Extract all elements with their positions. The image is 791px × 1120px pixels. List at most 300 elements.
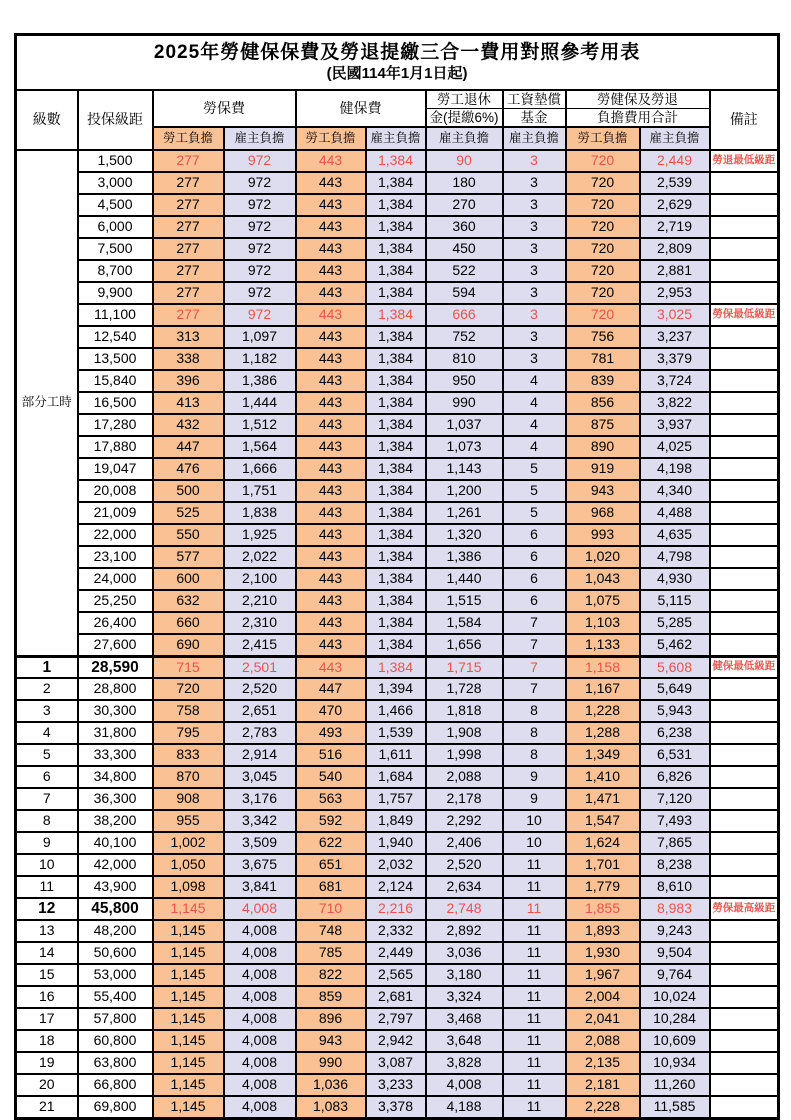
value-cell: 470 <box>296 700 366 722</box>
value-cell: 11 <box>503 898 566 920</box>
note-cell <box>710 722 779 744</box>
note-cell <box>710 1052 779 1074</box>
level-cell: 7 <box>16 788 78 810</box>
value-cell: 522 <box>426 260 503 282</box>
level-cell: 15 <box>16 964 78 986</box>
value-cell: 5 <box>503 458 566 480</box>
value-cell: 1,471 <box>566 788 640 810</box>
value-cell: 3 <box>503 238 566 260</box>
value-cell: 833 <box>153 744 224 766</box>
value-cell: 993 <box>566 524 640 546</box>
value-cell: 972 <box>224 150 296 172</box>
bracket-cell: 16,500 <box>78 392 153 414</box>
value-cell: 4 <box>503 436 566 458</box>
note-cell <box>710 458 779 480</box>
table-row <box>16 656 779 678</box>
value-cell: 577 <box>153 546 224 568</box>
value-cell: 1,908 <box>426 722 503 744</box>
value-cell: 413 <box>153 392 224 414</box>
value-cell: 443 <box>296 568 366 590</box>
value-cell: 3,087 <box>366 1052 426 1074</box>
value-cell: 810 <box>426 348 503 370</box>
table-row <box>16 964 779 986</box>
level-cell: 20 <box>16 1074 78 1096</box>
value-cell: 4 <box>503 392 566 414</box>
value-cell: 10,024 <box>640 986 710 1008</box>
value-cell: 4,488 <box>640 502 710 524</box>
value-cell: 1,384 <box>366 590 426 612</box>
bracket-cell: 26,400 <box>78 612 153 634</box>
note-cell <box>710 1074 779 1096</box>
value-cell: 758 <box>153 700 224 722</box>
level-cell: 2 <box>16 678 78 700</box>
value-cell: 632 <box>153 590 224 612</box>
bracket-cell: 34,800 <box>78 766 153 788</box>
note-cell <box>710 634 779 656</box>
value-cell: 875 <box>566 414 640 436</box>
note-cell <box>710 238 779 260</box>
value-cell: 720 <box>566 216 640 238</box>
value-cell: 1,611 <box>366 744 426 766</box>
bracket-cell: 4,500 <box>78 194 153 216</box>
note-cell: 勞保最低級距 <box>710 304 779 326</box>
table-row <box>16 480 779 502</box>
bracket-cell: 53,000 <box>78 964 153 986</box>
value-cell: 563 <box>296 788 366 810</box>
value-cell: 752 <box>426 326 503 348</box>
value-cell: 1,073 <box>426 436 503 458</box>
bracket-cell: 7,500 <box>78 238 153 260</box>
value-cell: 4,008 <box>224 1074 296 1096</box>
value-cell: 651 <box>296 854 366 876</box>
value-cell: 1,384 <box>366 194 426 216</box>
value-cell: 1,940 <box>366 832 426 854</box>
value-cell: 476 <box>153 458 224 480</box>
value-cell: 756 <box>566 326 640 348</box>
note-cell <box>710 502 779 524</box>
value-cell: 1,384 <box>366 238 426 260</box>
level-cell: 5 <box>16 744 78 766</box>
note-cell <box>710 216 779 238</box>
value-cell: 7 <box>503 678 566 700</box>
value-cell: 3,324 <box>426 986 503 1008</box>
value-cell: 955 <box>153 810 224 832</box>
table-row <box>16 876 779 898</box>
value-cell: 1,715 <box>426 656 503 678</box>
value-cell: 1,384 <box>366 568 426 590</box>
value-cell: 1,143 <box>426 458 503 480</box>
note-cell <box>710 766 779 788</box>
value-cell: 3 <box>503 150 566 172</box>
value-cell: 600 <box>153 568 224 590</box>
note-cell <box>710 744 779 766</box>
value-cell: 2,629 <box>640 194 710 216</box>
value-cell: 972 <box>224 194 296 216</box>
bracket-cell: 45,800 <box>78 898 153 920</box>
value-cell: 3,379 <box>640 348 710 370</box>
value-cell: 1,440 <box>426 568 503 590</box>
value-cell: 7 <box>503 634 566 656</box>
value-cell: 8,983 <box>640 898 710 920</box>
value-cell: 2,634 <box>426 876 503 898</box>
value-cell: 2,914 <box>224 744 296 766</box>
value-cell: 3,724 <box>640 370 710 392</box>
value-cell: 277 <box>153 216 224 238</box>
subheader-health-employer: 雇主負擔 <box>366 127 426 150</box>
bracket-cell: 57,800 <box>78 1008 153 1030</box>
table-row <box>16 986 779 1008</box>
value-cell: 890 <box>566 436 640 458</box>
bracket-cell: 42,000 <box>78 854 153 876</box>
value-cell: 3,036 <box>426 942 503 964</box>
value-cell: 1,145 <box>153 1074 224 1096</box>
value-cell: 11 <box>503 986 566 1008</box>
value-cell: 313 <box>153 326 224 348</box>
bracket-cell: 40,100 <box>78 832 153 854</box>
value-cell: 1,838 <box>224 502 296 524</box>
note-cell <box>710 788 779 810</box>
table-row <box>16 634 779 656</box>
value-cell: 3,937 <box>640 414 710 436</box>
bracket-cell: 30,300 <box>78 700 153 722</box>
value-cell: 1,097 <box>224 326 296 348</box>
value-cell: 795 <box>153 722 224 744</box>
level-cell: 13 <box>16 920 78 942</box>
value-cell: 3,378 <box>366 1096 426 1118</box>
value-cell: 7 <box>503 612 566 634</box>
bracket-cell: 33,300 <box>78 744 153 766</box>
bracket-cell: 3,000 <box>78 172 153 194</box>
note-cell <box>710 348 779 370</box>
value-cell: 720 <box>566 194 640 216</box>
value-cell: 1,103 <box>566 612 640 634</box>
level-cell: 12 <box>16 898 78 920</box>
value-cell: 4,008 <box>224 898 296 920</box>
value-cell: 2,520 <box>426 854 503 876</box>
value-cell: 1,133 <box>566 634 640 656</box>
table-row <box>16 590 779 612</box>
note-cell <box>710 920 779 942</box>
value-cell: 443 <box>296 216 366 238</box>
value-cell: 4,635 <box>640 524 710 546</box>
bracket-cell: 24,000 <box>78 568 153 590</box>
header-group-row <box>16 90 779 127</box>
subheader-labor-employer: 雇主負擔 <box>224 127 296 150</box>
value-cell: 1,386 <box>224 370 296 392</box>
value-cell: 1,020 <box>566 546 640 568</box>
value-cell: 90 <box>426 150 503 172</box>
value-cell: 2,748 <box>426 898 503 920</box>
value-cell: 443 <box>296 194 366 216</box>
header-wage-fund: 工資墊償 基金 <box>503 90 566 127</box>
bracket-cell: 55,400 <box>78 986 153 1008</box>
note-cell <box>710 678 779 700</box>
value-cell: 1,036 <box>296 1074 366 1096</box>
bracket-cell: 17,880 <box>78 436 153 458</box>
value-cell: 7 <box>503 656 566 678</box>
value-cell: 3 <box>503 304 566 326</box>
value-cell: 9 <box>503 766 566 788</box>
value-cell: 2,797 <box>366 1008 426 1030</box>
value-cell: 972 <box>224 260 296 282</box>
value-cell: 1,967 <box>566 964 640 986</box>
note-cell <box>710 810 779 832</box>
header-remarks: 備註 <box>710 90 779 150</box>
value-cell: 3 <box>503 216 566 238</box>
value-cell: 1,656 <box>426 634 503 656</box>
value-cell: 2,100 <box>224 568 296 590</box>
value-cell: 5,608 <box>640 656 710 678</box>
value-cell: 360 <box>426 216 503 238</box>
bracket-cell: 48,200 <box>78 920 153 942</box>
table-row <box>16 238 779 260</box>
value-cell: 1,384 <box>366 656 426 678</box>
note-cell <box>710 546 779 568</box>
value-cell: 1,145 <box>153 1052 224 1074</box>
value-cell: 11 <box>503 1074 566 1096</box>
value-cell: 2,332 <box>366 920 426 942</box>
value-cell: 2,406 <box>426 832 503 854</box>
note-cell <box>710 172 779 194</box>
header-level: 級數 <box>16 90 78 150</box>
value-cell: 859 <box>296 986 366 1008</box>
value-cell: 277 <box>153 304 224 326</box>
table-row <box>16 370 779 392</box>
note-cell <box>710 942 779 964</box>
value-cell: 720 <box>566 260 640 282</box>
value-cell: 1,701 <box>566 854 640 876</box>
value-cell: 781 <box>566 348 640 370</box>
value-cell: 972 <box>224 216 296 238</box>
value-cell: 4,008 <box>224 1030 296 1052</box>
value-cell: 1,145 <box>153 942 224 964</box>
value-cell: 443 <box>296 502 366 524</box>
value-cell: 4,008 <box>224 1052 296 1074</box>
table-row <box>16 1074 779 1096</box>
value-cell: 1,564 <box>224 436 296 458</box>
value-cell: 180 <box>426 172 503 194</box>
value-cell: 720 <box>566 238 640 260</box>
subheader-total-employee: 勞工負擔 <box>566 127 640 150</box>
page-subtitle: (民國114年1月1日起) <box>326 64 468 82</box>
value-cell: 681 <box>296 876 366 898</box>
value-cell: 9,764 <box>640 964 710 986</box>
value-cell: 908 <box>153 788 224 810</box>
value-cell: 3,468 <box>426 1008 503 1030</box>
value-cell: 856 <box>566 392 640 414</box>
note-cell <box>710 480 779 502</box>
value-cell: 443 <box>296 392 366 414</box>
value-cell: 10,934 <box>640 1052 710 1074</box>
value-cell: 1,145 <box>153 964 224 986</box>
value-cell: 10 <box>503 810 566 832</box>
value-cell: 540 <box>296 766 366 788</box>
bracket-cell: 69,800 <box>78 1096 153 1118</box>
value-cell: 8 <box>503 722 566 744</box>
value-cell: 1,228 <box>566 700 640 722</box>
table-row <box>16 436 779 458</box>
value-cell: 7,493 <box>640 810 710 832</box>
value-cell: 3,237 <box>640 326 710 348</box>
table-row <box>16 392 779 414</box>
table-row <box>16 524 779 546</box>
note-cell <box>710 392 779 414</box>
note-cell <box>710 854 779 876</box>
value-cell: 1,384 <box>366 634 426 656</box>
value-cell: 1,624 <box>566 832 640 854</box>
value-cell: 1,145 <box>153 1030 224 1052</box>
value-cell: 2,953 <box>640 282 710 304</box>
value-cell: 277 <box>153 172 224 194</box>
premium-reference-table <box>14 33 780 1120</box>
note-cell <box>710 590 779 612</box>
value-cell: 2,041 <box>566 1008 640 1030</box>
value-cell: 4,025 <box>640 436 710 458</box>
bracket-cell: 6,000 <box>78 216 153 238</box>
value-cell: 550 <box>153 524 224 546</box>
table-row <box>16 216 779 238</box>
value-cell: 11 <box>503 876 566 898</box>
value-cell: 10,284 <box>640 1008 710 1030</box>
value-cell: 1,145 <box>153 986 224 1008</box>
value-cell: 3,342 <box>224 810 296 832</box>
value-cell: 2,892 <box>426 920 503 942</box>
value-cell: 972 <box>224 282 296 304</box>
value-cell: 3 <box>503 172 566 194</box>
bracket-cell: 19,047 <box>78 458 153 480</box>
value-cell: 450 <box>426 238 503 260</box>
value-cell: 2,135 <box>566 1052 640 1074</box>
bracket-cell: 63,800 <box>78 1052 153 1074</box>
value-cell: 3,841 <box>224 876 296 898</box>
value-cell: 3,828 <box>426 1052 503 1074</box>
value-cell: 1,384 <box>366 480 426 502</box>
level-cell: 4 <box>16 722 78 744</box>
value-cell: 720 <box>566 304 640 326</box>
note-cell <box>710 414 779 436</box>
value-cell: 2,088 <box>566 1030 640 1052</box>
value-cell: 943 <box>296 1030 366 1052</box>
value-cell: 3,509 <box>224 832 296 854</box>
value-cell: 1,083 <box>296 1096 366 1118</box>
value-cell: 1,998 <box>426 744 503 766</box>
value-cell: 5,462 <box>640 634 710 656</box>
value-cell: 1,855 <box>566 898 640 920</box>
note-cell <box>710 326 779 348</box>
bracket-cell: 17,280 <box>78 414 153 436</box>
table-row <box>16 678 779 700</box>
value-cell: 5,285 <box>640 612 710 634</box>
value-cell: 1,037 <box>426 414 503 436</box>
value-cell: 7,120 <box>640 788 710 810</box>
bracket-cell: 50,600 <box>78 942 153 964</box>
value-cell: 748 <box>296 920 366 942</box>
note-cell <box>710 876 779 898</box>
note-cell: 勞保最高級距 <box>710 898 779 920</box>
table-row <box>16 1030 779 1052</box>
value-cell: 8,238 <box>640 854 710 876</box>
value-cell: 919 <box>566 458 640 480</box>
value-cell: 2,783 <box>224 722 296 744</box>
value-cell: 1,818 <box>426 700 503 722</box>
value-cell: 447 <box>153 436 224 458</box>
value-cell: 1,384 <box>366 546 426 568</box>
value-cell: 443 <box>296 238 366 260</box>
value-cell: 5,115 <box>640 590 710 612</box>
subheader-total-employer: 雇主負擔 <box>640 127 710 150</box>
value-cell: 4 <box>503 370 566 392</box>
value-cell: 990 <box>426 392 503 414</box>
value-cell: 11 <box>503 942 566 964</box>
table-row <box>16 282 779 304</box>
value-cell: 1,728 <box>426 678 503 700</box>
bracket-cell: 1,500 <box>78 150 153 172</box>
value-cell: 3,233 <box>366 1074 426 1096</box>
level-cell: 10 <box>16 854 78 876</box>
value-cell: 720 <box>153 678 224 700</box>
value-cell: 2,032 <box>366 854 426 876</box>
value-cell: 943 <box>566 480 640 502</box>
bracket-cell: 21,009 <box>78 502 153 524</box>
value-cell: 11 <box>503 964 566 986</box>
value-cell: 4,008 <box>224 1008 296 1030</box>
value-cell: 2,501 <box>224 656 296 678</box>
value-cell: 2,539 <box>640 172 710 194</box>
value-cell: 1,145 <box>153 1008 224 1030</box>
value-cell: 1,512 <box>224 414 296 436</box>
level-cell: 14 <box>16 942 78 964</box>
value-cell: 8,610 <box>640 876 710 898</box>
level-cell: 3 <box>16 700 78 722</box>
value-cell: 10 <box>503 832 566 854</box>
value-cell: 4,008 <box>224 964 296 986</box>
value-cell: 9,504 <box>640 942 710 964</box>
value-cell: 1,158 <box>566 656 640 678</box>
value-cell: 443 <box>296 304 366 326</box>
value-cell: 4,008 <box>224 942 296 964</box>
note-cell <box>710 194 779 216</box>
value-cell: 396 <box>153 370 224 392</box>
value-cell: 2,004 <box>566 986 640 1008</box>
level-cell: 1 <box>16 656 78 678</box>
bracket-cell: 15,840 <box>78 370 153 392</box>
value-cell: 277 <box>153 282 224 304</box>
value-cell: 1,384 <box>366 370 426 392</box>
value-cell: 443 <box>296 150 366 172</box>
value-cell: 432 <box>153 414 224 436</box>
table-row <box>16 458 779 480</box>
value-cell: 3,648 <box>426 1030 503 1052</box>
value-cell: 4,798 <box>640 546 710 568</box>
value-cell: 516 <box>296 744 366 766</box>
value-cell: 666 <box>426 304 503 326</box>
reference-table-sheet <box>14 33 780 1120</box>
value-cell: 1,050 <box>153 854 224 876</box>
value-cell: 11 <box>503 1096 566 1118</box>
value-cell: 710 <box>296 898 366 920</box>
value-cell: 1,757 <box>366 788 426 810</box>
value-cell: 4,008 <box>224 986 296 1008</box>
value-cell: 2,088 <box>426 766 503 788</box>
bracket-cell: 28,590 <box>78 656 153 678</box>
table-row <box>16 766 779 788</box>
value-cell: 3 <box>503 194 566 216</box>
bracket-cell: 8,700 <box>78 260 153 282</box>
level-cell: 21 <box>16 1096 78 1118</box>
value-cell: 1,386 <box>426 546 503 568</box>
value-cell: 11 <box>503 854 566 876</box>
header-total: 勞健保及勞退 負擔費用合計 <box>566 90 710 127</box>
